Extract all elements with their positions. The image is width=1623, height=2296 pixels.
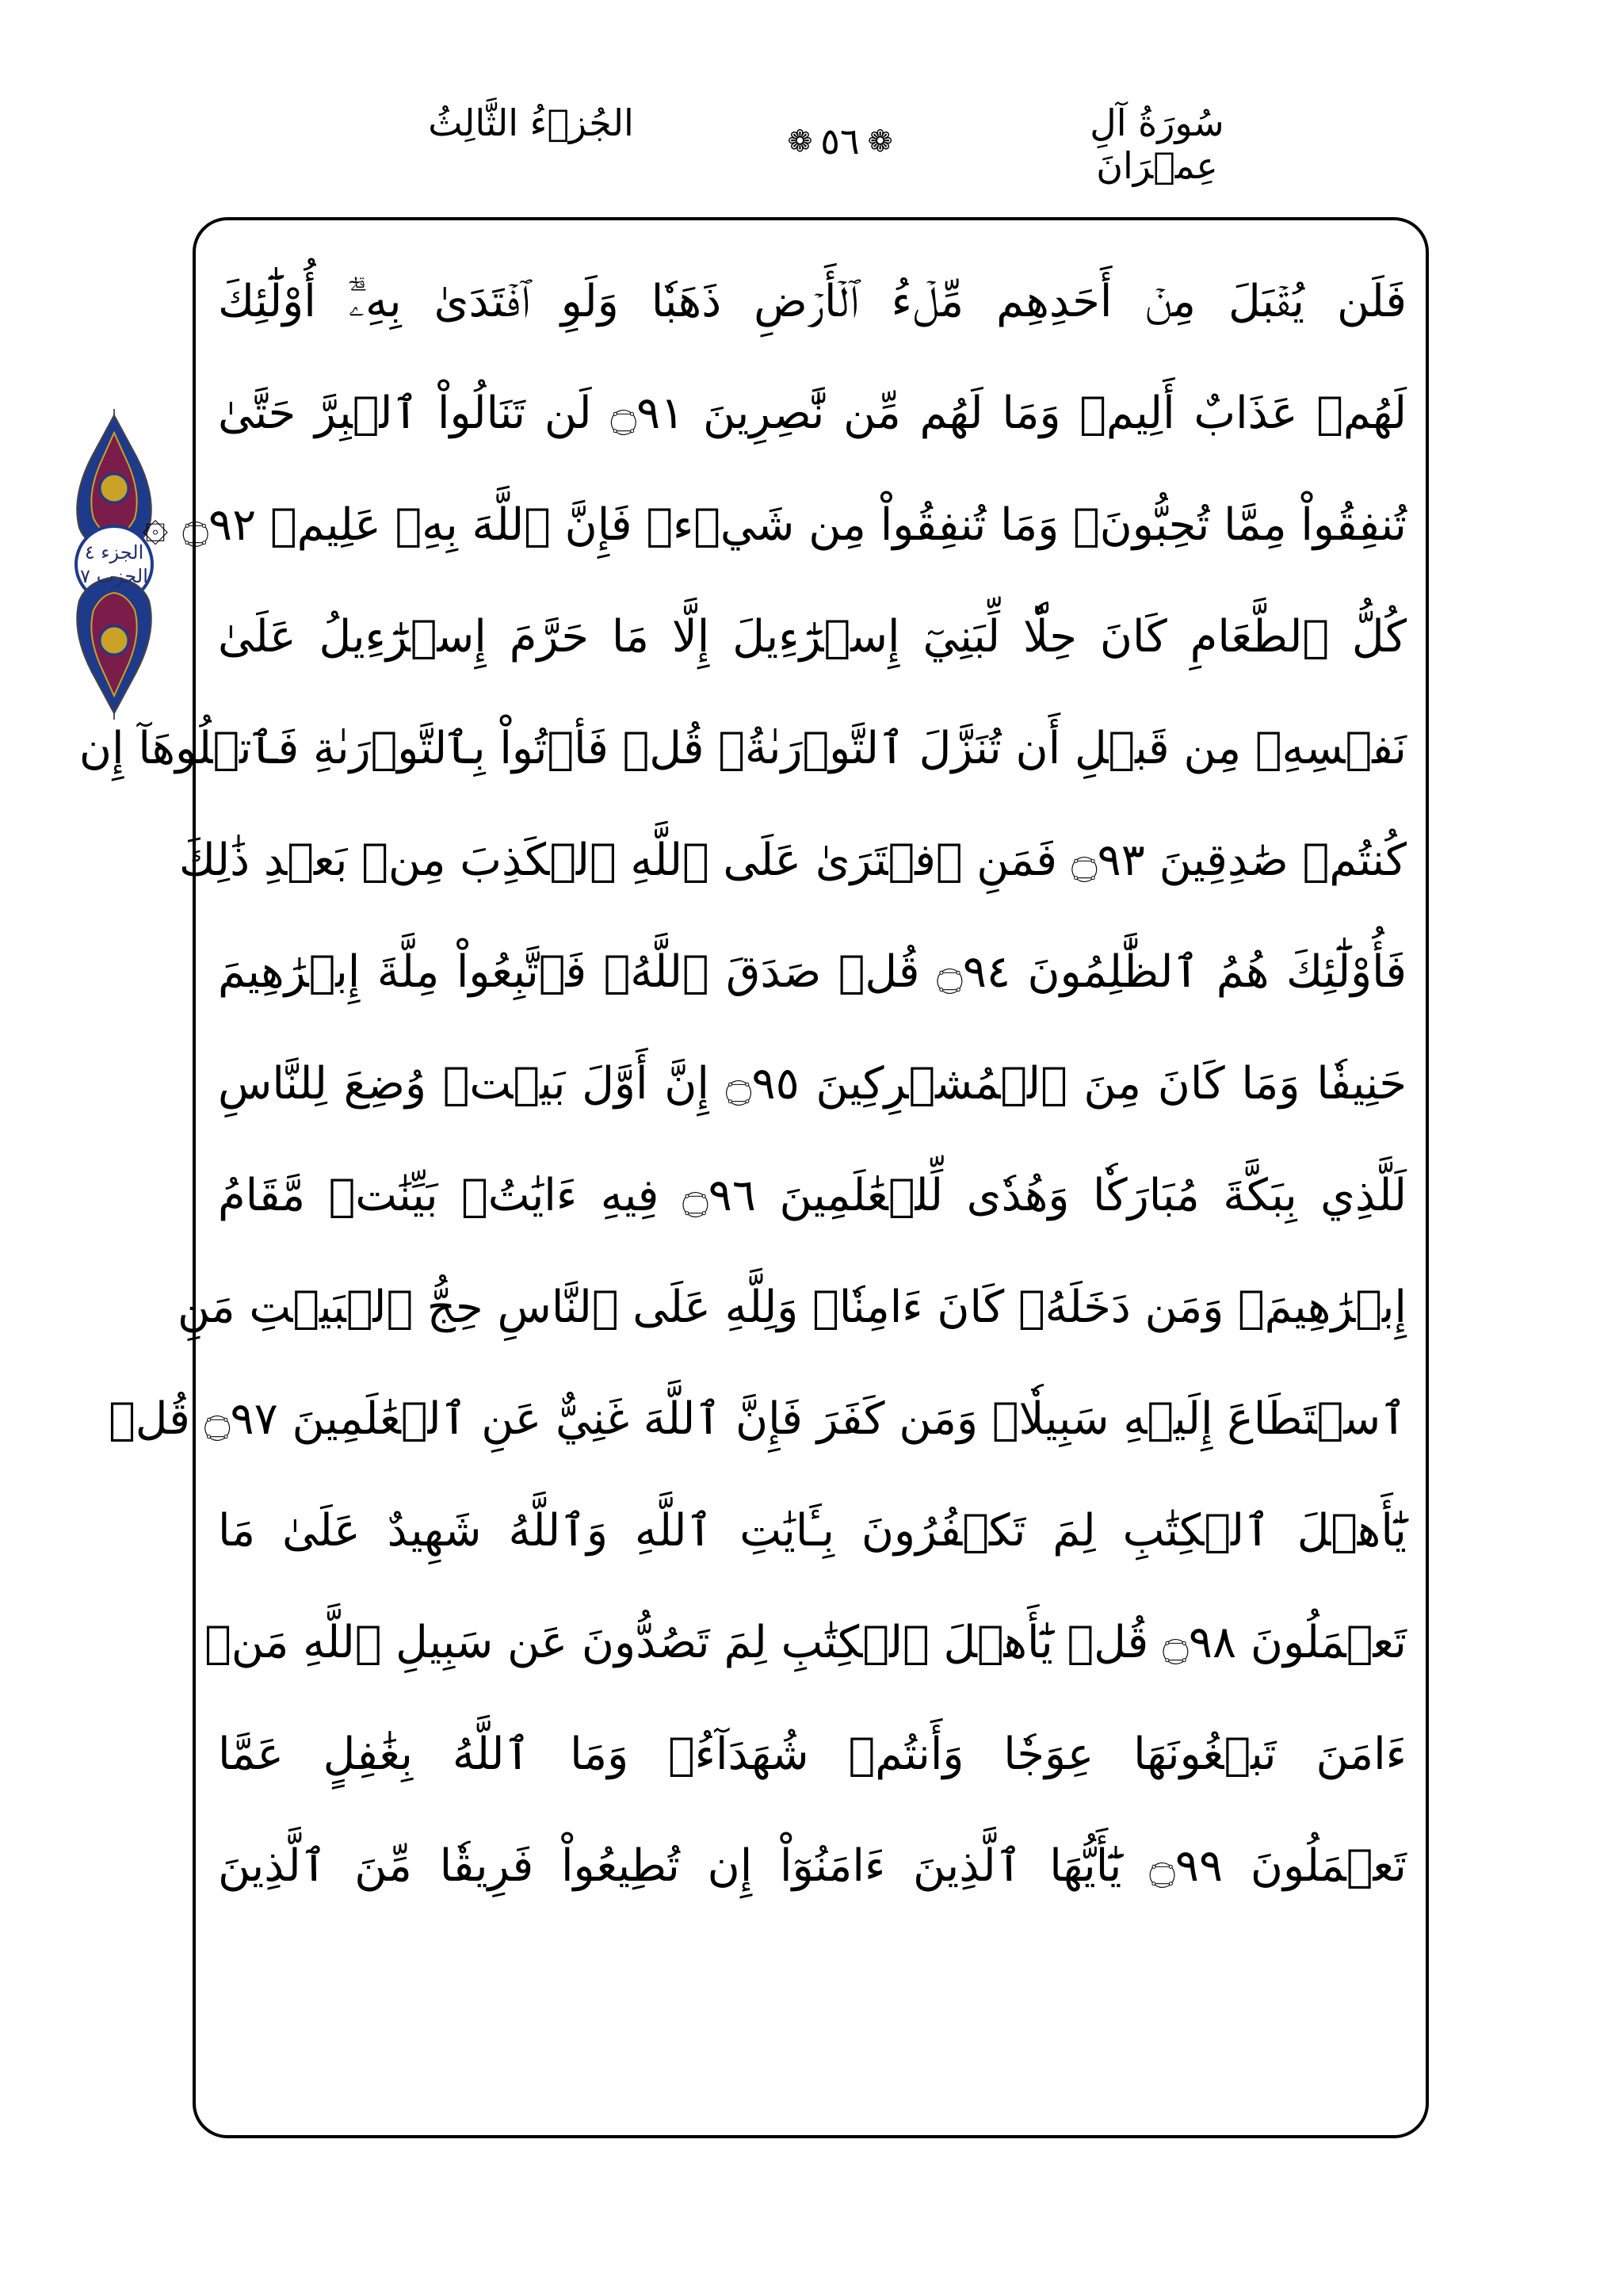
flower-ornament-icon: ❁	[867, 124, 893, 159]
text-line: لَلَّذِي بِبَكَّةَ مُبَارَكٗا وَهُدٗى لِّلۡعَٰلَمِينَ ۝٩٦ فِيهِ ءَايَٰتُۢ بَيِّنَٰتٞ مَّقَامُ	[218, 1170, 1407, 1221]
text-line: إِبۡرَٰهِيمَۖ وَمَن دَخَلَهُۥ كَانَ ءَامِنٗاۗ وَلِلَّهِ عَلَى ٱلنَّاسِ حِجُّ ٱلۡبَيۡتِ مَنِ	[178, 1282, 1407, 1333]
juz-title: الجُزۡءُ الثَّالِثُ	[428, 101, 634, 144]
page-number: ٥٦	[820, 120, 860, 162]
text-line: يَٰٓأَهۡلَ ٱلۡكِتَٰبِ لِمَ تَكۡفُرُونَ بِـَٔايَٰتِ ٱللَّهِ وَٱللَّهُ شَهِيدٌ عَلَىٰ مَا	[218, 1505, 1407, 1557]
text-line: تُنفِقُواْ مِمَّا تُحِبُّونَۚ وَمَا تُنفِقُواْ مِن شَيۡءٖ فَإِنَّ ٱللَّهَ بِهِۦ عَلِيمٞ ۝٩٢ ۞	[142, 499, 1407, 551]
text-line: لَهُمۡ عَذَابٌ أَلِيمٞ وَمَا لَهُم مِّن نَّٰصِرِينَ ۝٩١ لَن تَنَالُواْ ٱلۡبِرَّ حَتَّىٰ	[218, 388, 1407, 439]
text-line: نَفۡسِهِۦ مِن قَبۡلِ أَن تُنَزَّلَ ٱلتَّوۡرَىٰةُۗ قُلۡ فَأۡتُواْ بِٱلتَّوۡرَىٰةِ فَٱتۡلُوهَآ إِن	[78, 723, 1407, 774]
text-line: فَأُوْلَٰٓئِكَ هُمُ ٱلظَّٰلِمُونَ ۝٩٤ قُلۡ صَدَقَ ٱللَّهُۗ فَٱتَّبِعُواْ مِلَّةَ إِبۡرَٰهِيمَ	[218, 946, 1407, 998]
text-line: ٱسۡتَطَاعَ إِلَيۡهِ سَبِيلٗاۚ وَمَن كَفَرَ فَإِنَّ ٱللَّهَ غَنِيٌّ عَنِ ٱلۡعَٰلَمِينَ ۝٩٧ قُلۡ	[109, 1393, 1407, 1445]
flower-ornament-icon: ❁	[787, 124, 813, 159]
text-line: تَعۡمَلُونَ ۝٩٩ يَٰٓأَيُّهَا ٱلَّذِينَ ءَامَنُوٓاْ إِن تُطِيعُواْ فَرِيقٗا مِّنَ ٱلَّذِينَ	[218, 1840, 1407, 1892]
text-line: كُنتُمۡ صَٰدِقِينَ ۝٩٣ فَمَنِ ٱفۡتَرَىٰ عَلَى ٱللَّهِ ٱلۡكَذِبَ مِنۢ بَعۡدِ ذَٰلِكَ	[178, 835, 1407, 886]
hizb-juz-text: الجزء ٤	[84, 541, 144, 563]
text-line: حَنِيفٗا وَمَا كَانَ مِنَ ٱلۡمُشۡرِكِينَ ۝٩٥ إِنَّ أَوَّلَ بَيۡتٖ وُضِعَ لِلنَّاسِ	[218, 1058, 1407, 1110]
text-line: فَلَن يُقۡبَلَ مِنۡ أَحَدِهِم مِّلۡءُ ٱلۡأَرۡضِ ذَهَبٗا وَلَوِ ٱفۡتَدَىٰ بِهِۦٓۗ أُوْلَٰٓئِكَ	[218, 276, 1407, 327]
text-line: ءَامَنَ تَبۡغُونَهَا عِوَجٗا وَأَنتُمۡ شُهَدَآءُۗ وَمَا ٱللَّهُ بِغَٰفِلٍ عَمَّا	[218, 1729, 1407, 1780]
hizb-number-text: الحزب ٧	[80, 565, 148, 587]
surah-title: سُورَةُ آلِ عِمۡرَانَ	[1090, 101, 1224, 187]
text-line: تَعۡمَلُونَ ۝٩٨ قُلۡ يَٰٓأَهۡلَ ٱلۡكِتَٰبِ لِمَ تَصُدُّونَ عَن سَبِيلِ ٱللَّهِ مَنۡ	[204, 1617, 1407, 1668]
text-line: كُلُّ ٱلطَّعَامِ كَانَ حِلّٗا لِّبَنِيٓ إِسۡرَٰٓءِيلَ إِلَّا مَا حَرَّمَ إِسۡرَٰٓءِيلُ عَلَىٰ	[218, 611, 1407, 663]
page-number-group	[761, 101, 919, 181]
